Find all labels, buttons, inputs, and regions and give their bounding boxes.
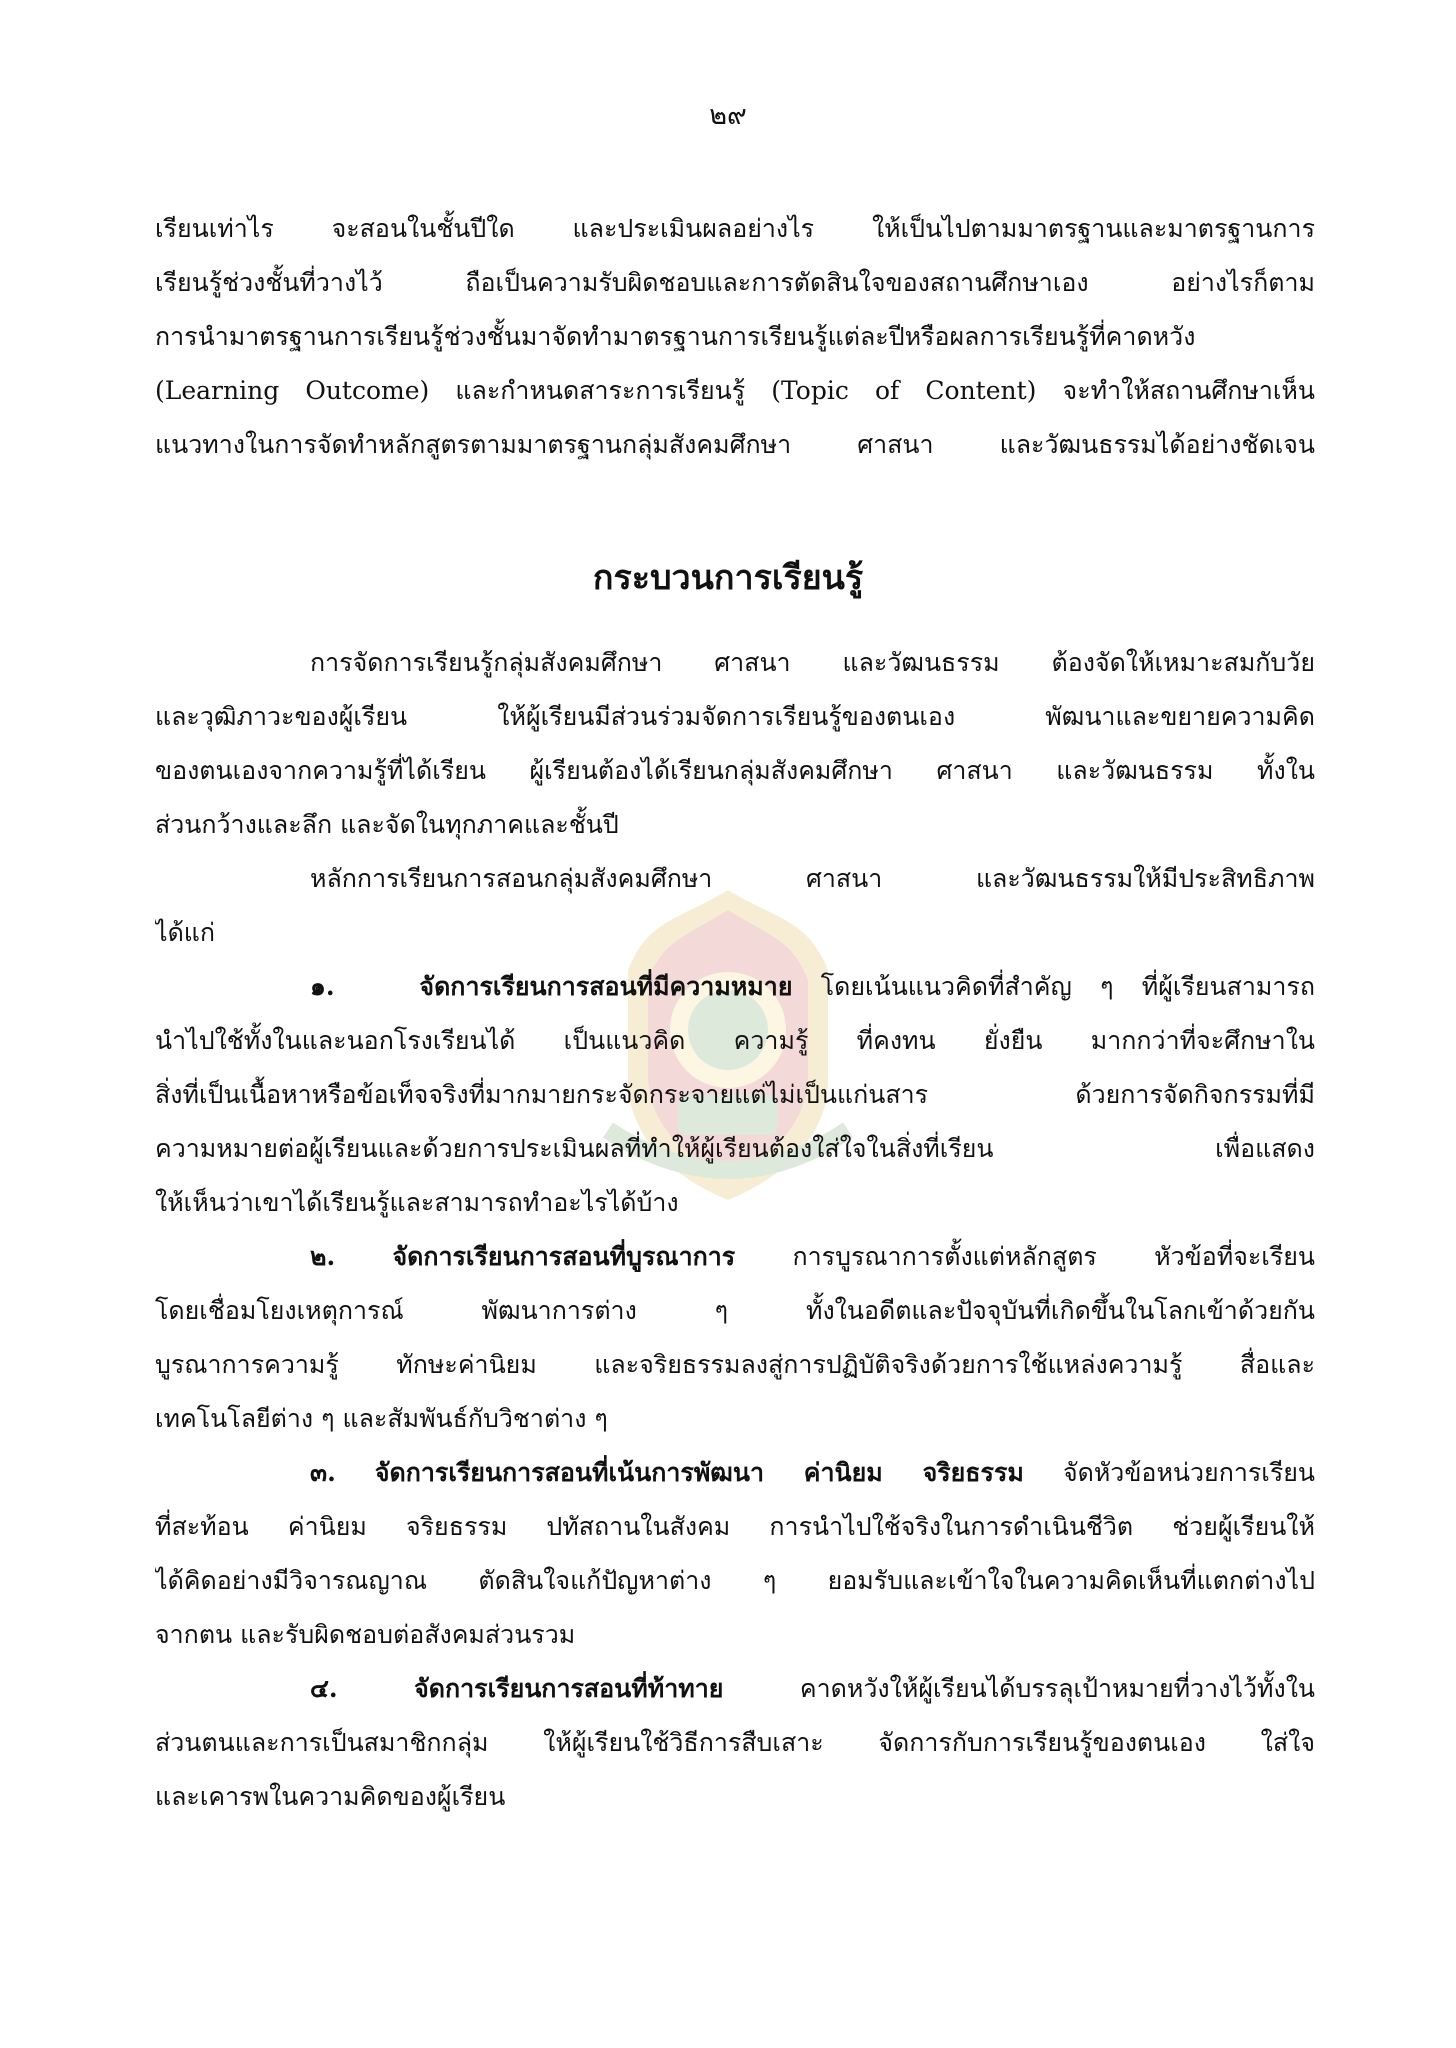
text-line: ส่วนตนและการเป็นสมาชิกกลุ่ม ให้ผู้เรียนใช้วิธีการสืบเสาะ จัดการกับการเรียนรู้ของตนเอง ใส่ใจ: [155, 1728, 1315, 1757]
text-line: เรียนเท่าไร จะสอนในชั้นปีใด และประเมินผลอย่างไร ให้เป็นไปตามมาตรฐานและมาตรฐานการ: [155, 214, 1315, 243]
text-line: สิ่งที่เป็นเนื้อหาหรือข้อเท็จจริงที่มากมายกระจัดกระจายแต่ไม่เป็นแก่นสาร ด้วยการจัดกิจกรรมที่มี: [155, 1080, 1315, 1109]
principles-intro-paragraph: [155, 852, 1315, 960]
text-line: เทคโนโลยีต่าง ๆ และสัมพันธ์กับวิชาต่าง ๆ: [155, 1404, 608, 1433]
text-line: จากตน และรับผิดชอบต่อสังคมส่วนรวม: [155, 1620, 576, 1649]
item-first-line: [155, 1230, 1315, 1284]
principle-item-1: [155, 960, 1315, 1230]
text-line: การจัดการเรียนรู้กลุ่มสังคมศึกษา ศาสนา และวัฒนธรรม ต้องจัดให้เหมาะสมกับวัย: [310, 648, 1315, 677]
item-title: จัดการเรียนการสอนที่เน้นการพัฒนา ค่านิยม จริยธรรม: [374, 1458, 1024, 1487]
text-line: ได้แก่: [155, 918, 216, 947]
text-line: (Learning Outcome) และกำหนดสาระการเรียนรู้ (Topic of Content) จะทำให้สถานศึกษาเห็น: [155, 376, 1315, 405]
text-line: ได้คิดอย่างมีวิจารณญาณ ตัดสินใจแก้ปัญหาต่าง ๆ ยอมรับและเข้าใจในความคิดเห็นที่แตกต่างไป: [155, 1566, 1315, 1595]
item-first-line: [155, 1662, 1315, 1716]
learning-process-paragraph: [155, 636, 1315, 852]
item-text: คาดหวังให้ผู้เรียนได้บรรลุเป้าหมายที่วางไว้ทั้งใน: [799, 1674, 1315, 1703]
text-line: การนำมาตรฐานการเรียนรู้ช่วงชั้นมาจัดทำมาตรฐานการเรียนรู้แต่ละปีหรือผลการเรียนรู้ที่คาดหวัง: [155, 322, 1196, 351]
text-line: โดยเชื่อมโยงเหตุการณ์ พัฒนาการต่าง ๆ ทั้งในอดีตและปัจจุบันที่เกิดขึ้นในโลกเข้าด้วยกัน: [155, 1296, 1315, 1325]
text-line: แนวทางในการจัดทำหลักสูตรตามมาตรฐานกลุ่มสังคมศึกษา ศาสนา และวัฒนธรรมได้อย่างชัดเจน: [155, 430, 1315, 459]
text-line: นำไปใช้ทั้งในและนอกโรงเรียนได้ เป็นแนวคิด ความรู้ ที่คงทน ยั่งยืน มากกว่าที่จะศึกษาใน: [155, 1026, 1315, 1055]
principle-item-4: [155, 1662, 1315, 1824]
item-text: โดยเน้นแนวคิดที่สำคัญ ๆ ที่ผู้เรียนสามารถ: [820, 972, 1315, 1001]
text-line: บูรณาการความรู้ ทักษะค่านิยม และจริยธรรมลงสู่การปฏิบัติจริงด้วยการใช้แหล่งความรู้ สื่อและ: [155, 1350, 1315, 1379]
item-first-line: [155, 1446, 1315, 1500]
item-number: ๓.: [310, 1458, 336, 1487]
text-line: ส่วนกว้างและลึก และจัดในทุกภาคและชั้นปี: [155, 810, 619, 839]
principle-item-3: [155, 1446, 1315, 1662]
item-text: การบูรณาการตั้งแต่หลักสูตร หัวข้อที่จะเรียน: [792, 1242, 1315, 1271]
item-number: ๒.: [310, 1242, 336, 1271]
item-number: ๑.: [310, 972, 335, 1001]
item-first-line: [155, 960, 1315, 1014]
text-line: เรียนรู้ช่วงชั้นที่วางไว้ ถือเป็นความรับผิดชอบและการตัดสินใจของสถานศึกษาเอง อย่างไรก็ตาม: [155, 268, 1315, 297]
item-text: จัดหัวข้อหน่วยการเรียน: [1062, 1458, 1315, 1487]
section-heading: กระบวนการเรียนรู้: [592, 558, 864, 598]
text-line: และวุฒิภาวะของผู้เรียน ให้ผู้เรียนมีส่วนร่วมจัดการเรียนรู้ของตนเอง พัฒนาและขยายความคิด: [155, 702, 1315, 731]
text-line: ให้เห็นว่าเขาได้เรียนรู้และสามารถทำอะไรได้บ้าง: [155, 1188, 679, 1217]
item-title: จัดการเรียนการสอนที่ท้าทาย: [414, 1674, 724, 1703]
intro-paragraph: [155, 202, 1315, 472]
item-title: จัดการเรียนการสอนที่บูรณาการ: [392, 1242, 736, 1271]
text-line: และเคารพในความคิดของผู้เรียน: [155, 1782, 506, 1811]
item-number: ๔.: [310, 1674, 338, 1703]
text-line: หลักการเรียนการสอนกลุ่มสังคมศึกษา ศาสนา และวัฒนธรรมให้มีประสิทธิภาพ: [310, 864, 1315, 893]
text-line: ของตนเองจากความรู้ที่ได้เรียน ผู้เรียนต้องได้เรียนกลุ่มสังคมศึกษา ศาสนา และวัฒนธรรม ทั้งใน: [155, 756, 1315, 785]
text-line: ความหมายต่อผู้เรียนและด้วยการประเมินผลที่ทำให้ผู้เรียนต้องใส่ใจในสิ่งที่เรียน เพื่อแสดง: [155, 1134, 1315, 1163]
principle-item-2: [155, 1230, 1315, 1446]
text-line: ที่สะท้อน ค่านิยม จริยธรรม ปทัสถานในสังคม การนำไปใช้จริงในการดำเนินชีวิต ช่วยผู้เรียนให้: [155, 1512, 1315, 1541]
item-title: จัดการเรียนการสอนที่มีความหมาย: [419, 972, 793, 1001]
page-number: ๒๙: [709, 100, 747, 131]
